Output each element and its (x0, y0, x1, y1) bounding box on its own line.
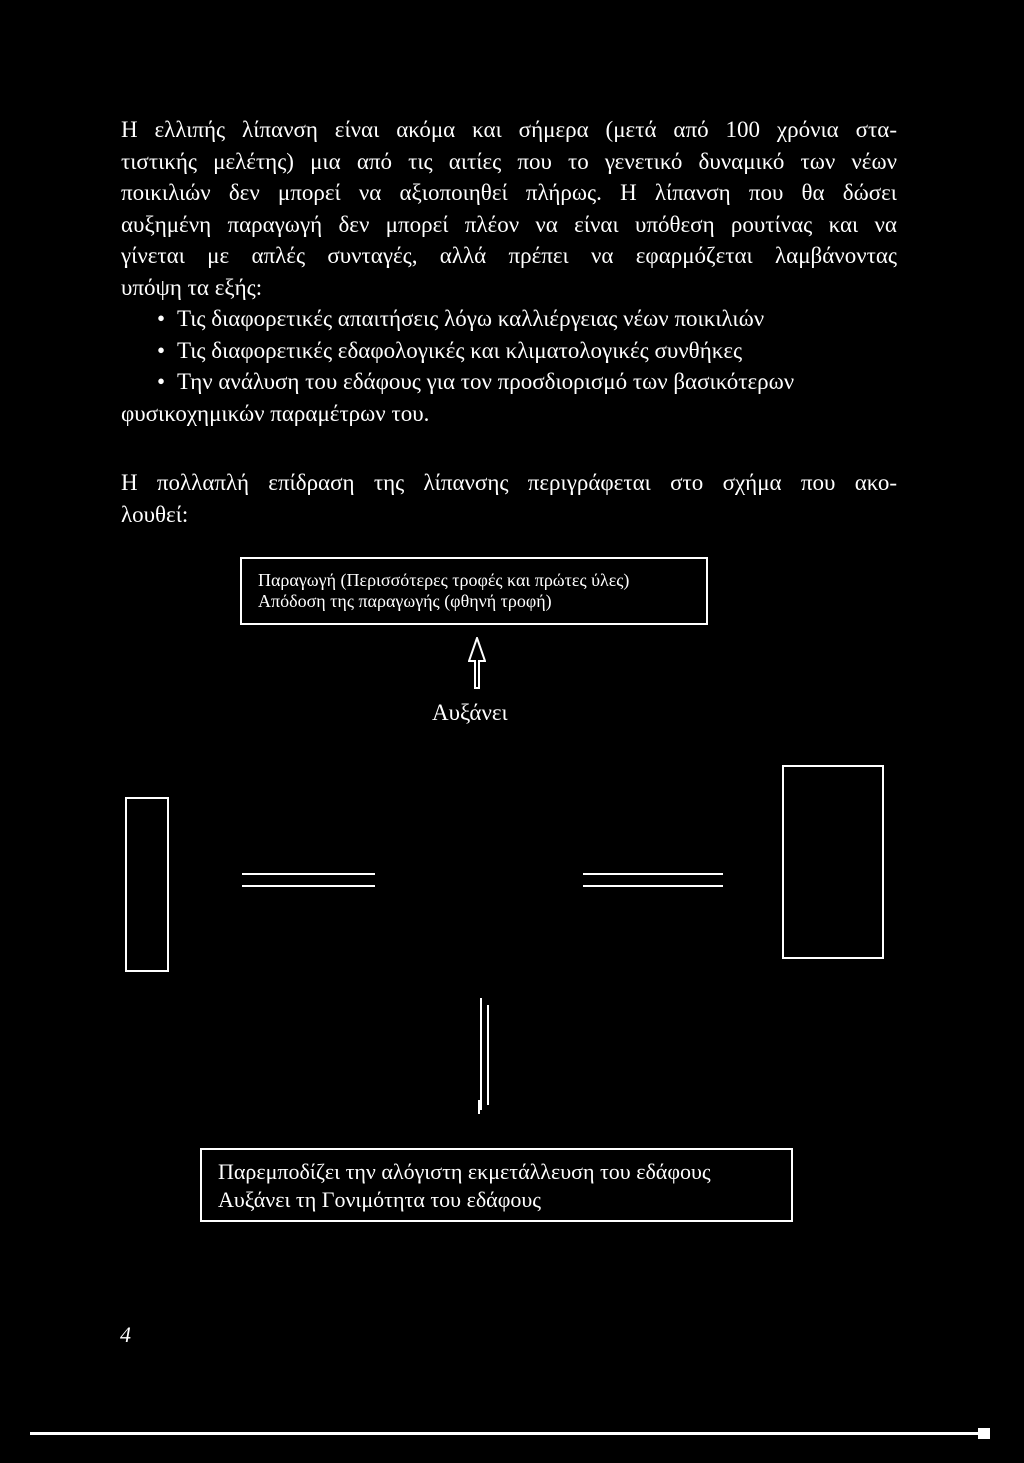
bullet-icon: • (157, 369, 166, 394)
bullet-text: Τις διαφορετικές απαιτήσεις λόγω καλλιέργειας νέων ποικιλιών (177, 306, 765, 331)
text-line: γίνεται με απλές συνταγές, αλλά πρέπει να εφαρμόζεται λαμβάνοντας (121, 243, 897, 268)
footer-rule-end (978, 1428, 990, 1439)
bullet-item (121, 335, 897, 367)
text-line: ποικιλιών δεν μπορεί να αξιοποιηθεί πλήρως. Η λίπανση που θα δώσει (121, 180, 897, 205)
left-connector-line (242, 885, 375, 887)
increases-label: Αυξάνει (432, 700, 508, 725)
text-line: φυσικοχημικών παραμέτρων του. (121, 400, 430, 426)
vertical-connector-line (480, 998, 482, 1110)
footer-rule (30, 1432, 988, 1435)
up-arrow-icon (468, 637, 486, 689)
right-rectangle (782, 765, 884, 959)
box-line: Παρεμποδίζει την αλόγιστη εκμετάλλευση του εδάφους (218, 1159, 711, 1184)
text-line: λουθεί: (121, 501, 189, 527)
box-line: Παραγωγή (Περισσότερες τροφές και πρώτες ύλες) (258, 570, 630, 590)
bullet-item (121, 366, 897, 398)
vertical-connector-line (478, 1100, 480, 1114)
page-number: 4 (120, 1322, 131, 1347)
bullet-text: Την ανάλυση του εδάφους για τον προσδιορισμό των βασικότερων (177, 369, 795, 394)
left-connector-line (242, 873, 375, 875)
text-line: τιστικής μελέτης) μια από τις αιτίες που το γενετικό δυναμικό των νέων (121, 148, 897, 174)
bullet-icon: • (157, 306, 166, 331)
bullet-icon: • (157, 337, 166, 363)
diagram-intro-paragraph (121, 467, 897, 530)
text-line: Η πολλαπλή επίδραση της λίπανσης περιγράφεται στο σχήμα που ακο- (121, 470, 897, 495)
vertical-connector-line (487, 1005, 489, 1105)
text-line: Η ελλιπής λίπανση είναι ακόμα και σήμερα (μετά από 100 χρόνια στα- (121, 117, 897, 142)
fertility-box (200, 1148, 793, 1222)
production-box (240, 557, 708, 625)
box-line: Απόδοση της παραγωγής (φθηνή τροφή) (258, 591, 552, 611)
text-line: υπόψη τα εξής: (121, 274, 263, 300)
right-connector-line (583, 885, 723, 887)
bullet-item (121, 303, 897, 335)
left-rectangle (125, 797, 169, 972)
right-connector-line (583, 873, 723, 875)
box-line: Αυξάνει τη Γονιμότητα του εδάφους (218, 1187, 542, 1212)
text-line: αυξημένη παραγωγή δεν μπορεί πλέον να είναι υπόθεση ρουτίνας και να (121, 211, 897, 237)
intro-paragraph (121, 114, 897, 429)
bullet-text: Τις διαφορετικές εδαφολογικές και κλιματολογικές συνθήκες (177, 337, 743, 363)
